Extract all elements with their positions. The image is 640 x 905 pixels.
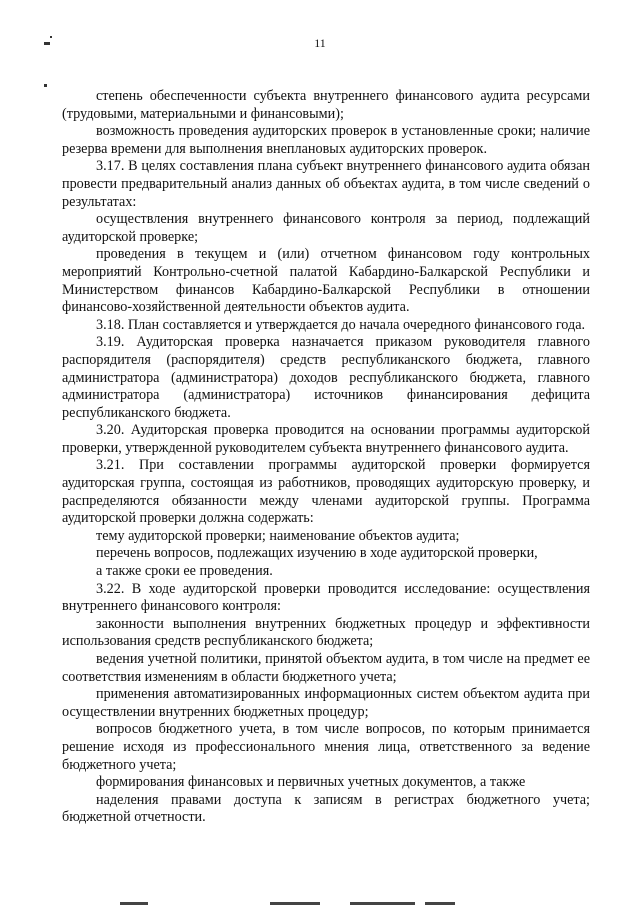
paragraph: 3.22. В ходе аудиторской проверки проводится исследование: осуществления внутреннего финансового контроля: [62, 580, 590, 615]
paragraph: 3.18. План составляется и утверждается до начала очередного финансового года. [96, 316, 586, 333]
paragraph: ведения учетной политики, принятой объектом аудита, в том числе на предмет ее соответствия изменениям в области бюджетного учета; [62, 651, 590, 685]
paragraph: 3.21. При составлении программы аудиторской проверки формируется аудиторская группа, состоящая из работников, проводящих аудиторскую проверку, и распределяются обязанности между членами аудиторской группы. Программа аудиторской проверки должна содержать: [62, 457, 590, 527]
paragraph: степень обеспеченности субъекта внутреннего финансового аудита ресурсами (трудовыми, материальными и финансовыми); [62, 88, 590, 122]
paragraph: проведения в текущем и (или) отчетном финансовом году контрольных мероприятий Контрольно-счетной палатой Кабардино-Балкарской Республики и Министерством финансов Кабардино-Балкарской Республики в отношении финансово-хозяйственной деятельности объектов аудита. [62, 246, 590, 316]
paragraph: применения автоматизированных информационных систем объектом аудита при осуществлении внутренних бюджетных процедур; [62, 686, 590, 720]
document-body [62, 88, 590, 827]
paragraph: формирования финансовых и первичных учетных документов, а также [96, 774, 526, 791]
paragraph: тему аудиторской проверки; наименование объектов аудита; [96, 527, 460, 544]
page-number: 11 [314, 36, 326, 50]
paragraph: а также сроки ее проведения. [96, 563, 273, 580]
paragraph: законности выполнения внутренних бюджетных процедур и эффективности использования средств республиканского бюджета; [62, 615, 590, 650]
paragraph: возможность проведения аудиторских проверок в установленные сроки; наличие резерва времени для выполнения внеплановых аудиторских проверок. [62, 123, 590, 157]
paragraph: 3.20. Аудиторская проверка проводится на основании программы аудиторской проверки, утвержденной руководителем субъекта внутреннего финансового аудита. [62, 422, 590, 456]
paragraph: вопросов бюджетного учета, в том числе вопросов, по которым принимается решение исходя из профессионального мнения лица, ответственного за ведение бюджетного учета; [62, 721, 590, 773]
paragraph: наделения правами доступа к записям в регистрах бюджетного учета; бюджетной отчетности. [62, 791, 590, 826]
paragraph: 3.19. Аудиторская проверка назначается приказом руководителя главного распорядителя (распорядителя) средств республиканского бюджета, главного администратора (администратора) доходов республиканского бюджета, главного администратора (администратора) источников финансирования дефицита республиканского бюджета. [62, 334, 590, 421]
paragraph: перечень вопросов, подлежащих изучению в ходе аудиторской проверки, [96, 545, 538, 562]
paragraph: 3.17. В целях составления плана субъект внутреннего финансового аудита обязан провести предварительный анализ данных об объектах аудита, в том числе сведений о результатах: [62, 158, 590, 210]
scan-mark-mid [44, 84, 47, 87]
paragraph: осуществления внутреннего финансового контроля за период, подлежащий аудиторской проверке; [62, 211, 590, 245]
